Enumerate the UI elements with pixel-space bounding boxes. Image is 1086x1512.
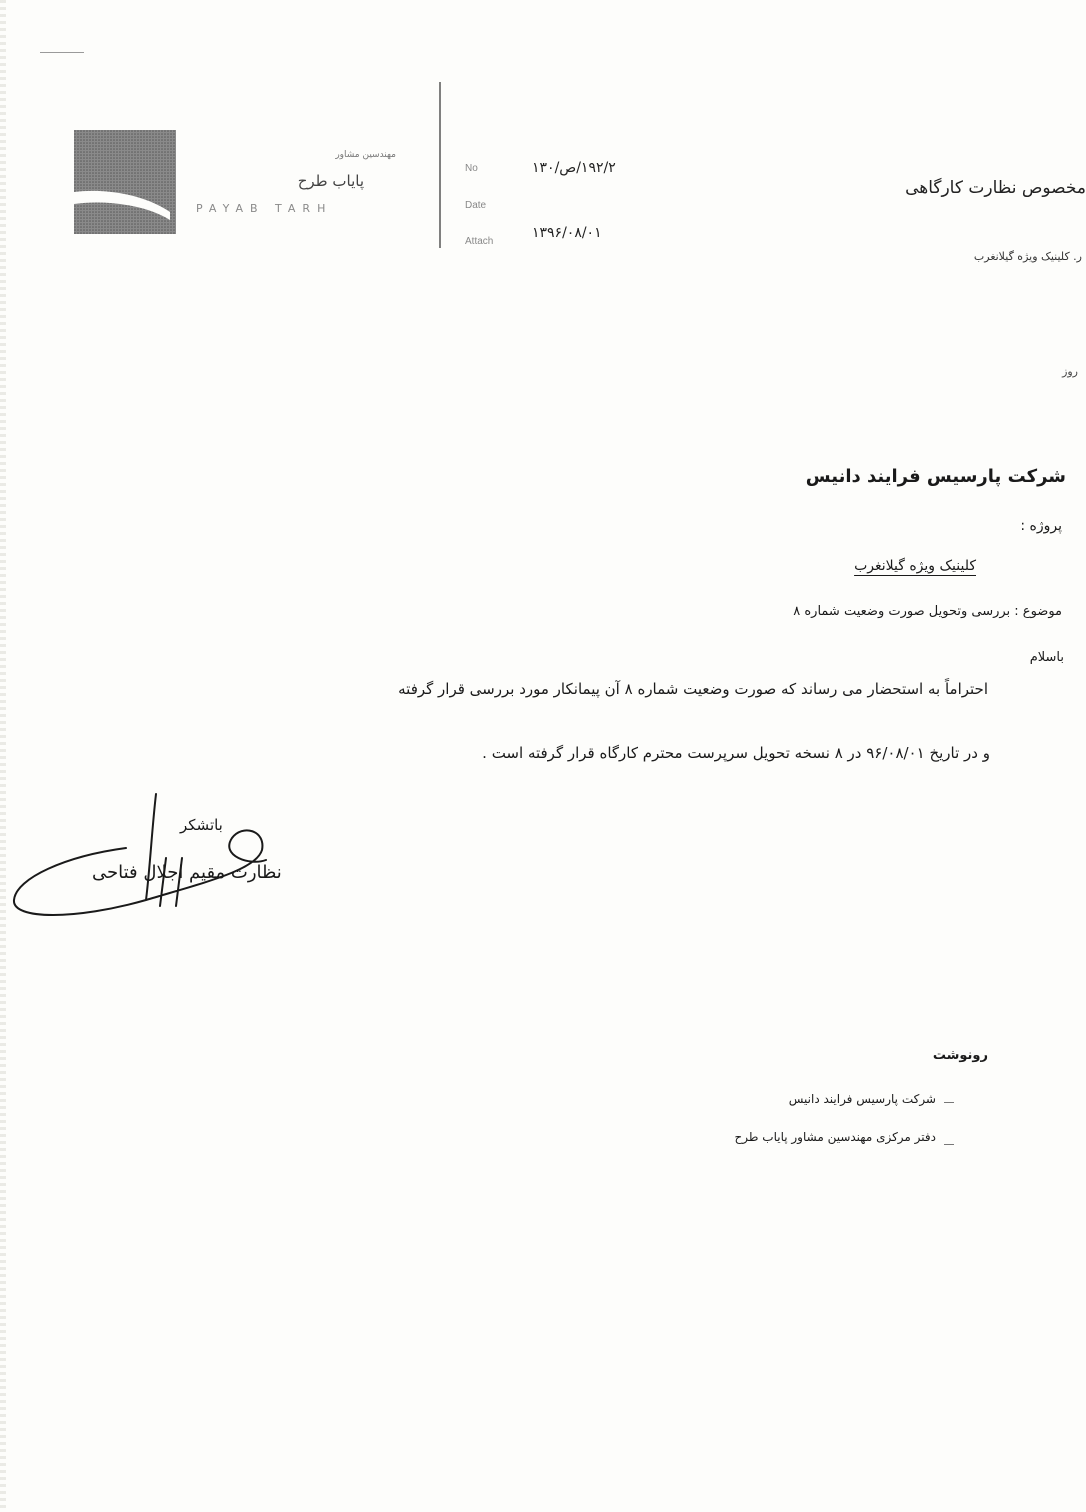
scan-edge <box>0 0 6 1512</box>
brand-latin: PAYAB TARH <box>196 202 333 215</box>
cc-bullet <box>944 1102 954 1103</box>
cc-bullet <box>944 1144 954 1145</box>
company-logo <box>74 130 176 234</box>
brand-name: پایاب طرح <box>297 172 364 190</box>
subject-line: موضوع : بررسی وتحویل صورت وضعیت شماره ۸ <box>793 604 1062 619</box>
no-value: ۱۹۲/۲/ص/۱۳۰ <box>532 160 616 176</box>
greeting: باسلام <box>1029 650 1064 665</box>
date-label: Date <box>465 200 487 211</box>
handwritten-subheader: ر. کلینیک ویژه گیلانغرب <box>973 250 1082 263</box>
cc-item: شرکت پارسیس فرایند دانیس <box>788 1092 936 1106</box>
attach-label: Attach <box>465 236 494 247</box>
header-divider <box>439 82 441 248</box>
scan-mark <box>40 52 84 53</box>
paragraph-1: احتراماً به استحضار می رساند که صورت وضعیت شماره ۸ آن پیمانکار مورد بررسی قرار گرفته <box>398 680 988 698</box>
no-label: No <box>465 163 478 174</box>
project-label: پروژه : <box>1020 518 1062 534</box>
paragraph-2: و در تاریخ ۹۶/۰۸/۰۱ در ۸ نسخه تحویل سرپرست محترم کارگاه قرار گرفته است . <box>482 744 990 762</box>
cc-label: رونوشت <box>932 1048 988 1063</box>
cc-item: دفتر مرکزی مهندسین مشاور پایاب طرح <box>734 1130 936 1144</box>
signer-name: نظارت مقیم اجلال فتاحی <box>92 862 282 883</box>
signature-scribble <box>6 788 296 928</box>
date-value: ۱۳۹۶/۰۸/۰۱ <box>532 225 602 241</box>
project-name: کلینیک ویژه گیلانغرب <box>854 558 976 574</box>
recipient: شرکت پارسیس فرایند دانیس <box>805 466 1066 487</box>
closing-thanks: باتشکر <box>180 816 223 834</box>
handwritten-header: مخصوص نظارت کارگاهی <box>905 178 1086 198</box>
brand-tagline: مهندسین مشاور <box>335 150 396 160</box>
date-mark: روز <box>1062 365 1078 378</box>
